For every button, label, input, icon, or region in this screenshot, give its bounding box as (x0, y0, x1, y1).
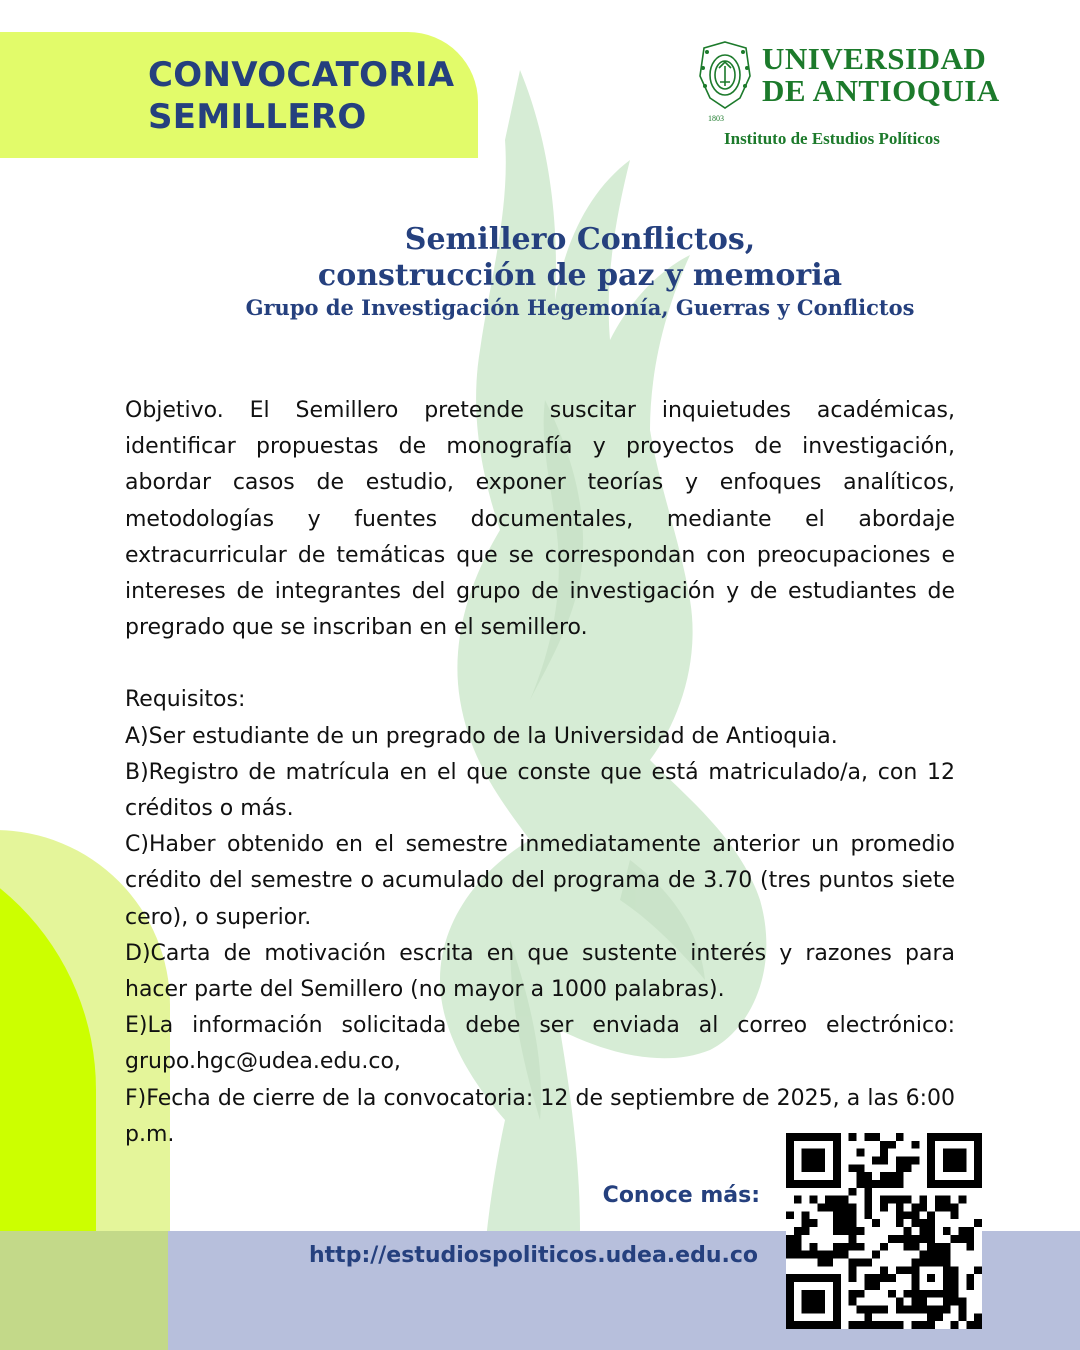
title-block (200, 222, 960, 322)
requirement-item-b: B)Registro de matrícula en el que conste que está matriculado/a, con 12 créditos o más. (125, 759, 955, 822)
logo-year: 1803 (708, 114, 724, 123)
header-title-line2: SEMILLERO (148, 97, 367, 137)
title-line1: Semillero Conflictos, (404, 222, 756, 257)
conoce-mas-label: Conoce más: (602, 1183, 760, 1208)
requirements-heading: Requisitos: (125, 687, 246, 713)
university-logo (694, 38, 1014, 158)
requirement-item-e: E)La información solicitada debe ser enviada al correo electrónico: grupo.hgc@udea.edu.co, (125, 1013, 955, 1075)
body-text (125, 393, 955, 1153)
qr-code-icon[interactable] (786, 1133, 982, 1329)
objective-paragraph: Objetivo. El Semillero pretende suscitar inquietudes académicas, identificar propuestas de monografía y proyectos de investigación, abordar casos de estudio, exponer teorías y enfoques analíticos, metodologías y fuentes documentales, mediante el abordaje extracurricular de temáticas que se correspondan con preocupaciones e intereses de integrantes del grupo de investigación y de estudiantes de pregrado que se inscriban en el semillero. (125, 398, 955, 641)
requirement-item-a: A)Ser estudiante de un pregrado de la Universidad de Antioquia. (125, 723, 838, 749)
website-link[interactable]: http://estudiospoliticos.udea.edu.co (309, 1243, 758, 1268)
logo-text-de-antioquia: DE ANTIOQUIA (762, 73, 1000, 108)
requirement-item-f: F)Fecha de cierre de la convocatoria: 12 de septiembre de 2025, a las 6:00 p.m. (125, 1085, 955, 1147)
header-title-line1: CONVOCATORIA (148, 55, 455, 95)
university-seal-icon (694, 38, 756, 114)
logo-text-universidad: UNIVERSIDAD (762, 41, 987, 76)
requirement-item-d: D)Carta de motivación escrita en que sustente interés y razones para hacer parte del Semillero (no mayor a 1000 palabras). (125, 940, 955, 1003)
requirement-item-c: C)Haber obtenido en el semestre inmediatamente anterior un promedio crédito del semestre o acumulado del programa de 3.70 (tres puntos siete cero), o superior. (125, 832, 955, 930)
footer-band-left (0, 1231, 168, 1350)
logo-institute: Instituto de Estudios Políticos (724, 129, 940, 148)
header-title (148, 54, 454, 138)
title-line2: construcción de paz y memoria (317, 258, 843, 293)
group-title: Grupo de Investigación Hegemonía, Guerras y Conflictos (245, 295, 915, 320)
